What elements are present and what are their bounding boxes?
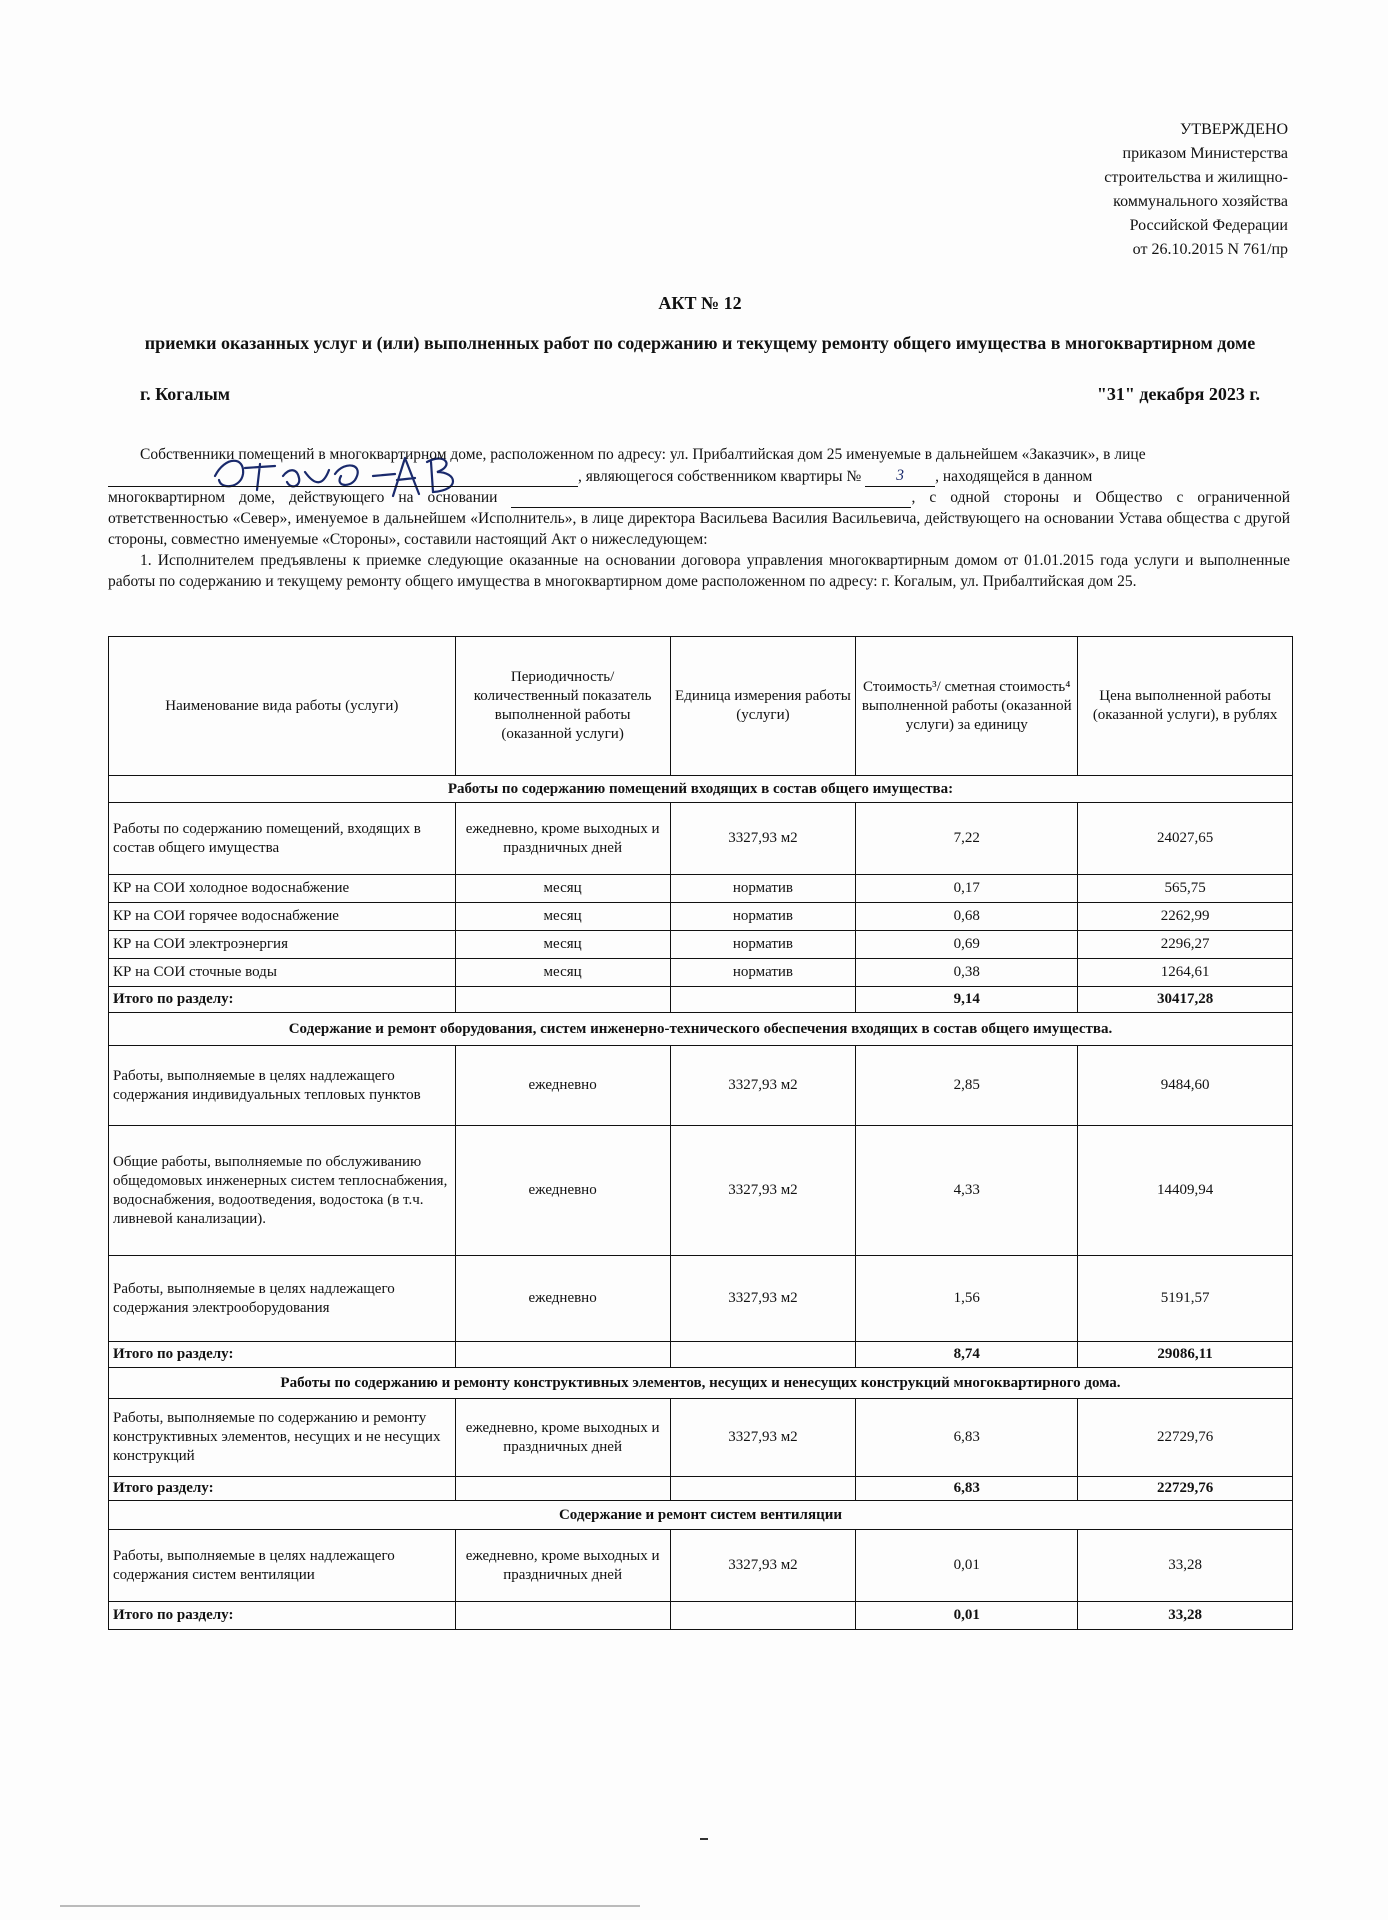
cell-periodicity: месяц [455, 875, 670, 903]
scan-mark [700, 1838, 708, 1840]
section-header-row [109, 776, 1293, 803]
approval-line: Российской Федерации [1129, 217, 1288, 234]
cell-work-name: КР на СОИ сточные воды [109, 959, 456, 987]
section-total-row [109, 987, 1293, 1013]
section-header-row [109, 1501, 1293, 1530]
cell-unit-cost: 6,83 [856, 1399, 1078, 1477]
paragraph-parties-line2 [108, 465, 1290, 487]
section-total-row [109, 1342, 1293, 1368]
cell-work-name: Работы по содержанию помещений, входящих в состав общего имущества [109, 803, 456, 875]
cell-work-name: Общие работы, выполняемые по обслуживанию общедомовых инженерных систем теплоснабжения, водоснабжения, водоотведения, водостока (в т.ч. ливневой канализации). [109, 1126, 456, 1256]
header-unit-cost: Стоимость³/ сметная стоимость⁴ выполненной работы (оказанной услуги) за единицу [856, 637, 1078, 776]
table-header-row [109, 637, 1293, 776]
total-label: Итого разделу: [109, 1477, 456, 1501]
cell-unit: 3327,93 м2 [670, 1126, 856, 1256]
cell-unit-cost: 0,38 [856, 959, 1078, 987]
cell-unit: 3327,93 м2 [670, 1256, 856, 1342]
cell-periodicity: ежедневно [455, 1126, 670, 1256]
approval-line: коммунального хозяйства [1113, 193, 1288, 210]
cell-unit-cost: 0,69 [856, 931, 1078, 959]
cell-periodicity: ежедневно, кроме выходных и праздничных дней [455, 1399, 670, 1477]
basis-text: многоквартирном доме, действующего на основании [108, 489, 498, 506]
cell-work-name: КР на СОИ электроэнергия [109, 931, 456, 959]
section-header-row [109, 1013, 1293, 1046]
scan-edge-line [60, 1905, 640, 1907]
total-price: 30417,28 [1078, 987, 1293, 1013]
approval-line: приказом Министерства [1122, 145, 1288, 162]
section-title: Содержание и ремонт систем вентиляции [109, 1501, 1293, 1530]
cell-unit-cost: 0,01 [856, 1530, 1078, 1602]
header-unit: Единица измерения работы (услуги) [670, 637, 856, 776]
section-title: Работы по содержанию и ремонту конструктивных элементов, несущих и ненесущих конструкций многоквартирного дома. [109, 1368, 1293, 1399]
act-number: АКТ № 12 [658, 293, 742, 313]
owner-text: , являющегося собственником квартиры № [578, 468, 862, 485]
cell-work-name: Работы, выполняемые в целях надлежащего содержания электрооборудования [109, 1256, 456, 1342]
cell-price: 14409,94 [1078, 1126, 1293, 1256]
cell-work-name: Работы, выполняемые по содержанию и ремонту конструктивных элементов, несущих и не несущих конструкций [109, 1399, 456, 1477]
table-row [109, 1046, 1293, 1126]
table-row [109, 1399, 1293, 1477]
approval-stamp-text [1104, 118, 1288, 262]
cell-price: 1264,61 [1078, 959, 1293, 987]
total-label: Итого по разделу: [109, 1342, 456, 1368]
cell-price: 2296,27 [1078, 931, 1293, 959]
cell-unit: норматив [670, 931, 856, 959]
cell-unit: норматив [670, 875, 856, 903]
cell-periodicity: месяц [455, 931, 670, 959]
total-unit-cost: 9,14 [856, 987, 1078, 1013]
services-table [108, 636, 1293, 1630]
cell-work-name: Работы, выполняемые в целях надлежащего содержания индивидуальных тепловых пунктов [109, 1046, 456, 1126]
cell-work-name: Работы, выполняемые в целях надлежащего содержания систем вентиляции [109, 1530, 456, 1602]
cell-unit-cost: 0,17 [856, 875, 1078, 903]
intro-paragraph [108, 444, 1290, 592]
header-periodicity: Периодичность/ количественный показатель выполненной работы (оказанной услуги) [455, 637, 670, 776]
parties-rest-text: , с одной стороны и Общество с ограниченной ответственностью «Север», именуемое в дальнейшем «Исполнитель», в лице директора Васильева Василия Васильевича, действующего на основании Устава общества с другой стороны, совместно именуемые «Стороны», составили настоящий Акт о нижеследующем: [108, 489, 1290, 548]
cell-unit: 3327,93 м2 [670, 803, 856, 875]
cell-periodicity: ежедневно, кроме выходных и праздничных дней [455, 803, 670, 875]
cell-price: 33,28 [1078, 1530, 1293, 1602]
table-row [109, 1126, 1293, 1256]
paragraph-parties-line3 [108, 487, 1290, 550]
cell-price: 24027,65 [1078, 803, 1293, 875]
approval-line: от 26.10.2015 N 761/пр [1132, 241, 1288, 258]
total-price: 33,28 [1078, 1602, 1293, 1630]
table-row [109, 875, 1293, 903]
cell-work-name: КР на СОИ горячее водоснабжение [109, 903, 456, 931]
cell-work-name: КР на СОИ холодное водоснабжение [109, 875, 456, 903]
approval-line: строительства и жилищно- [1104, 169, 1288, 186]
cell-periodicity: месяц [455, 903, 670, 931]
cell-price: 565,75 [1078, 875, 1293, 903]
section-title: Содержание и ремонт оборудования, систем инженерно-технического обеспечения входящих в состав общего имущества. [109, 1013, 1293, 1046]
table-row [109, 1256, 1293, 1342]
cell-unit-cost: 0,68 [856, 903, 1078, 931]
section-total-row [109, 1602, 1293, 1630]
cell-price: 2262,99 [1078, 903, 1293, 931]
cell-price: 9484,60 [1078, 1046, 1293, 1126]
section-title: Работы по содержанию помещений входящих в состав общего имущества: [109, 776, 1293, 803]
cell-unit: 3327,93 м2 [670, 1046, 856, 1126]
cell-periodicity: ежедневно [455, 1046, 670, 1126]
total-label: Итого по разделу: [109, 1602, 456, 1630]
cell-unit: 3327,93 м2 [670, 1530, 856, 1602]
table-row [109, 1530, 1293, 1602]
total-label: Итого по разделу: [109, 987, 456, 1013]
total-unit-cost: 8,74 [856, 1342, 1078, 1368]
section-header-row [109, 1368, 1293, 1399]
paragraph-parties-line1: Собственники помещений в многоквартирном доме, расположенном по адресу: ул. Прибалтийская дом 25 именуемые в дальнейшем «Заказчик», в лице [140, 446, 1146, 463]
cell-periodicity: ежедневно, кроме выходных и праздничных дней [455, 1530, 670, 1602]
cell-periodicity: месяц [455, 959, 670, 987]
city: г. Когалым [140, 384, 231, 404]
apartment-number: 3 [865, 465, 935, 487]
cell-periodicity: ежедневно [455, 1256, 670, 1342]
total-unit-cost: 6,83 [856, 1477, 1078, 1501]
located-text: , находящейся в данном [935, 468, 1093, 485]
total-price: 22729,76 [1078, 1477, 1293, 1501]
cell-unit-cost: 1,56 [856, 1256, 1078, 1342]
cell-unit: норматив [670, 903, 856, 931]
cell-unit-cost: 7,22 [856, 803, 1078, 875]
paragraph-item-1: 1. Исполнителем предъявлены к приемке следующие оказанные на основании договора управления многоквартирным домом от 01.01.2015 года услуги и выполненные работы по содержанию и текущему ремонту общего имущества в многоквартирном доме расположенном по адресу: г. Когалым, ул. Прибалтийская дом 25. [108, 552, 1290, 590]
total-price: 29086,11 [1078, 1342, 1293, 1368]
cell-unit: норматив [670, 959, 856, 987]
document-date: "31" декабря 2023 г. [1096, 384, 1260, 404]
cell-unit: 3327,93 м2 [670, 1399, 856, 1477]
section-total-row [109, 1477, 1293, 1501]
table-row [109, 903, 1293, 931]
table-row [109, 931, 1293, 959]
document-title [140, 290, 1260, 356]
cell-unit-cost: 4,33 [856, 1126, 1078, 1256]
cell-price: 5191,57 [1078, 1256, 1293, 1342]
cell-price: 22729,76 [1078, 1399, 1293, 1477]
header-work-name: Наименование вида работы (услуги) [109, 637, 456, 776]
header-price: Цена выполненной работы (оказанной услуги), в рублях [1078, 637, 1293, 776]
approval-line: УТВЕРЖДЕНО [1179, 121, 1288, 138]
act-subject: приемки оказанных услуг и (или) выполненных работ по содержанию и текущему ремонту общего имущества в многоквартирном доме [144, 333, 1256, 353]
cell-unit-cost: 2,85 [856, 1046, 1078, 1126]
total-unit-cost: 0,01 [856, 1602, 1078, 1630]
table-row [109, 803, 1293, 875]
table-row [109, 959, 1293, 987]
